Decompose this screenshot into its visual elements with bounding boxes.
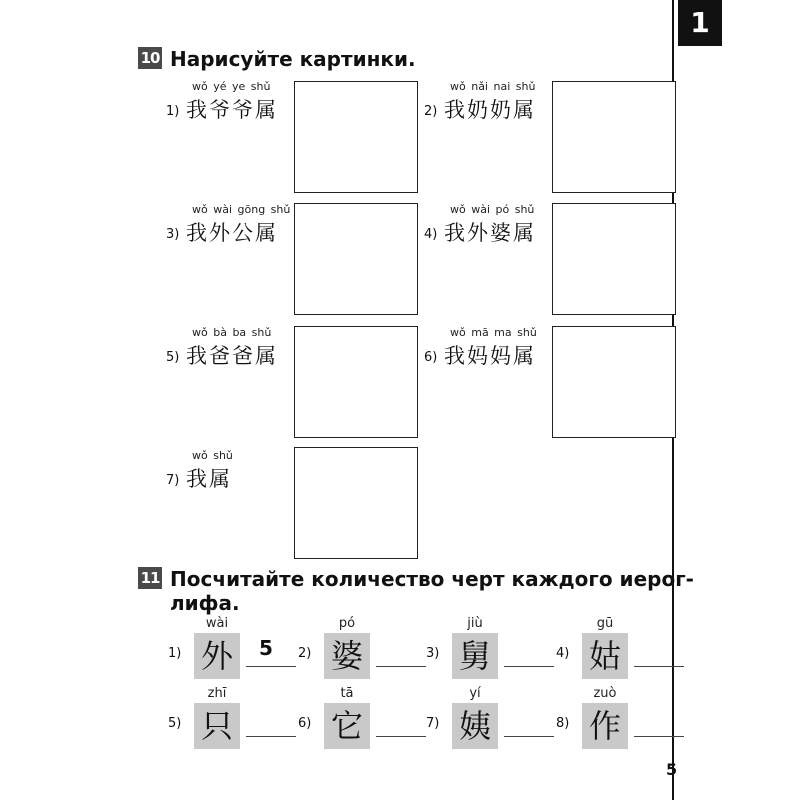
- item-number: 7): [166, 473, 180, 488]
- answer-blank[interactable]: [246, 664, 296, 667]
- item-pinyin: wǒ nǎi nai shǔ: [450, 80, 536, 93]
- count-character: 舅: [452, 633, 498, 679]
- answer-value: 5: [259, 636, 273, 660]
- item-number: 5): [166, 350, 180, 365]
- count-item-7: [426, 686, 556, 746]
- count-number: 3): [426, 646, 440, 661]
- item-hanzi: 我爸爸属: [186, 344, 278, 368]
- count-item-4: [556, 616, 686, 676]
- count-character: 它: [324, 703, 370, 749]
- drawing-box-7[interactable]: [294, 447, 418, 559]
- answer-blank[interactable]: [246, 734, 296, 737]
- item-hanzi: 我爷爷属: [186, 98, 278, 122]
- page-number: 5: [666, 760, 678, 779]
- item-number: 6): [424, 350, 438, 365]
- exercise-11-number: 11: [138, 567, 162, 589]
- count-pinyin: pó: [338, 616, 356, 631]
- item-number: 3): [166, 227, 180, 242]
- unit-badge: 1: [678, 0, 722, 46]
- count-item-6: [298, 686, 428, 746]
- count-pinyin: jiù: [467, 616, 483, 631]
- exercise-10-title: Нарисуйте картинки.: [170, 47, 416, 71]
- count-number: 1): [168, 646, 182, 661]
- exercise-10-number: 10: [138, 47, 162, 69]
- count-character: 作: [582, 703, 628, 749]
- count-character: 姨: [452, 703, 498, 749]
- count-character: 外: [194, 633, 240, 679]
- item-hanzi: 我外婆属: [444, 221, 536, 245]
- answer-blank[interactable]: [634, 664, 684, 667]
- drawing-box-1[interactable]: [294, 81, 418, 193]
- count-item-8: [556, 686, 686, 746]
- count-pinyin: yí: [469, 686, 481, 701]
- exercise-11-title-line2: лифа.: [170, 591, 240, 615]
- count-number: 6): [298, 716, 312, 731]
- item-hanzi: 我外公属: [186, 221, 278, 245]
- count-character: 只: [194, 703, 240, 749]
- item-hanzi: 我属: [186, 467, 232, 491]
- drawing-box-4[interactable]: [552, 203, 676, 315]
- item-pinyin: wǒ bà ba shǔ: [192, 326, 272, 339]
- count-number: 8): [556, 716, 570, 731]
- item-number: 2): [424, 104, 438, 119]
- count-pinyin: gū: [596, 616, 614, 631]
- count-item-1: [168, 616, 298, 676]
- count-pinyin: zuò: [593, 686, 617, 701]
- count-pinyin: zhī: [207, 686, 227, 701]
- item-pinyin: wǒ wài pó shǔ: [450, 203, 535, 216]
- count-number: 4): [556, 646, 570, 661]
- count-character: 姑: [582, 633, 628, 679]
- count-number: 5): [168, 716, 182, 731]
- item-pinyin: wǒ shǔ: [192, 449, 233, 462]
- count-character: 婆: [324, 633, 370, 679]
- item-pinyin: wǒ mā ma shǔ: [450, 326, 537, 339]
- exercise-11-title-line1: Посчитайте количество черт каждого иерог-: [170, 567, 694, 591]
- item-hanzi: 我妈妈属: [444, 344, 536, 368]
- count-number: 7): [426, 716, 440, 731]
- answer-blank[interactable]: [376, 664, 426, 667]
- count-pinyin: wài: [205, 616, 229, 631]
- item-pinyin: wǒ wài gōng shǔ: [192, 203, 291, 216]
- drawing-box-2[interactable]: [552, 81, 676, 193]
- answer-blank[interactable]: [504, 664, 554, 667]
- answer-blank[interactable]: [504, 734, 554, 737]
- item-number: 4): [424, 227, 438, 242]
- count-item-5: [168, 686, 298, 746]
- count-item-2: [298, 616, 428, 676]
- item-pinyin: wǒ yé ye shǔ: [192, 80, 271, 93]
- answer-blank[interactable]: [376, 734, 426, 737]
- item-number: 1): [166, 104, 180, 119]
- drawing-box-5[interactable]: [294, 326, 418, 438]
- count-number: 2): [298, 646, 312, 661]
- count-item-3: [426, 616, 556, 676]
- count-pinyin: tā: [340, 686, 354, 701]
- answer-blank[interactable]: [634, 734, 684, 737]
- item-hanzi: 我奶奶属: [444, 98, 536, 122]
- drawing-box-3[interactable]: [294, 203, 418, 315]
- drawing-box-6[interactable]: [552, 326, 676, 438]
